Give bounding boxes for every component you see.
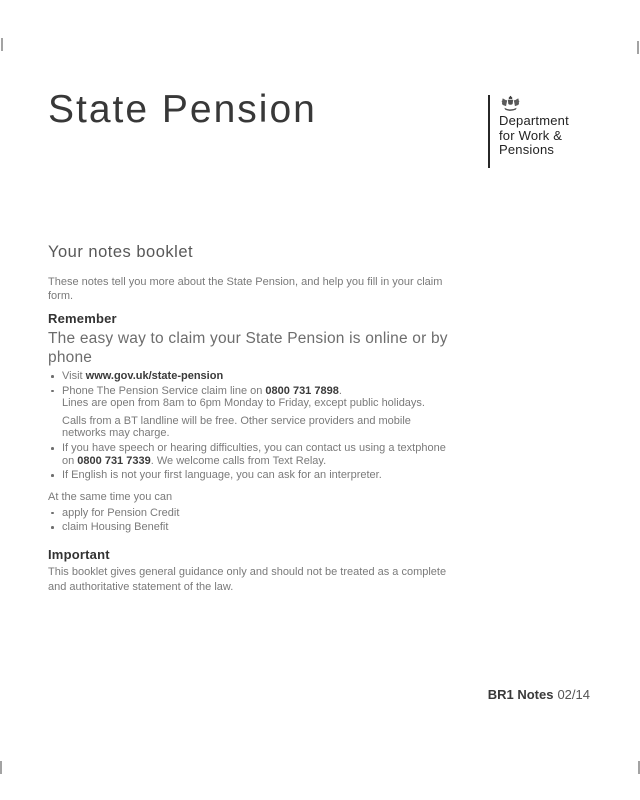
bullet-dot — [51, 474, 54, 477]
bullet-text: claim Housing Benefit — [62, 521, 169, 534]
document-reference — [488, 687, 590, 702]
bullet-text: Lines are open from 8am to 6pm Monday to Friday, except public holidays. — [62, 397, 425, 410]
gov-uk-url: www.gov.uk/state-pension — [85, 370, 224, 382]
bullet-dot — [51, 447, 54, 450]
textphone-number: 0800 731 7339 — [77, 454, 151, 467]
main-content — [48, 243, 548, 596]
form-code: BR1 Notes — [487, 687, 554, 702]
subtitle: Your notes booklet — [48, 243, 194, 261]
claim-options-list — [48, 370, 454, 482]
logo-text-line-1: Department — [499, 113, 569, 128]
bullet-text: Phone The Pension Service claim line on 0800 731 7898. — [62, 384, 342, 397]
remember-heading: Remember — [48, 311, 117, 326]
remember-subheading: The easy way to claim your State Pension is online or by phone — [48, 330, 448, 366]
logo-text-line-2: for Work & — [499, 127, 563, 143]
bullet-text: Visit www.gov.uk/state-pension — [62, 370, 224, 382]
dwp-logo — [488, 95, 569, 168]
page-title: State Pension — [48, 88, 317, 131]
list-item-visit-website — [48, 370, 454, 383]
list-item-textphone — [48, 442, 454, 467]
crop-mark-top-right — [637, 41, 639, 54]
bullet-text: If you have speech or hearing difficulties, you can contact us using a textphone on 0800 731 7339. We welcome calls from Text Relay. — [62, 441, 446, 467]
list-item-pension-credit — [48, 507, 454, 520]
bullet-text: Calls from a BT landline will be free. Other service providers and mobile networks may charge. — [62, 414, 411, 440]
bullet-dot — [51, 526, 54, 529]
claim-line-phone-number: 0800 731 7898 — [265, 384, 339, 397]
list-item-phone-claim-line — [48, 385, 454, 440]
bullet-dot — [51, 375, 54, 378]
important-heading: Important — [48, 546, 110, 562]
bullet-dot — [51, 512, 54, 515]
list-item-interpreter — [48, 469, 454, 482]
logo-text — [499, 114, 569, 158]
important-body: This booklet gives general guidance only and should not be treated as a complete and authoritative statement of the law. — [48, 565, 447, 594]
same-time-list — [48, 507, 454, 534]
royal-crest-icon — [499, 95, 522, 112]
logo-content — [490, 95, 569, 168]
same-time-intro: At the same time you can — [48, 490, 173, 503]
crop-mark-top-left — [1, 38, 3, 51]
bullet-text: If English is not your first language, you can ask for an interpreter. — [62, 469, 382, 482]
edition-date: 02/14 — [557, 687, 590, 702]
bullet-dot — [51, 390, 54, 393]
intro-paragraph: These notes tell you more about the State Pension, and help you fill in your claim form. — [48, 276, 443, 302]
crop-mark-bottom-left — [0, 761, 2, 774]
logo-text-line-3: Pensions — [499, 142, 555, 157]
list-item-housing-benefit — [48, 521, 454, 534]
bullet-text: apply for Pension Credit — [62, 506, 180, 519]
